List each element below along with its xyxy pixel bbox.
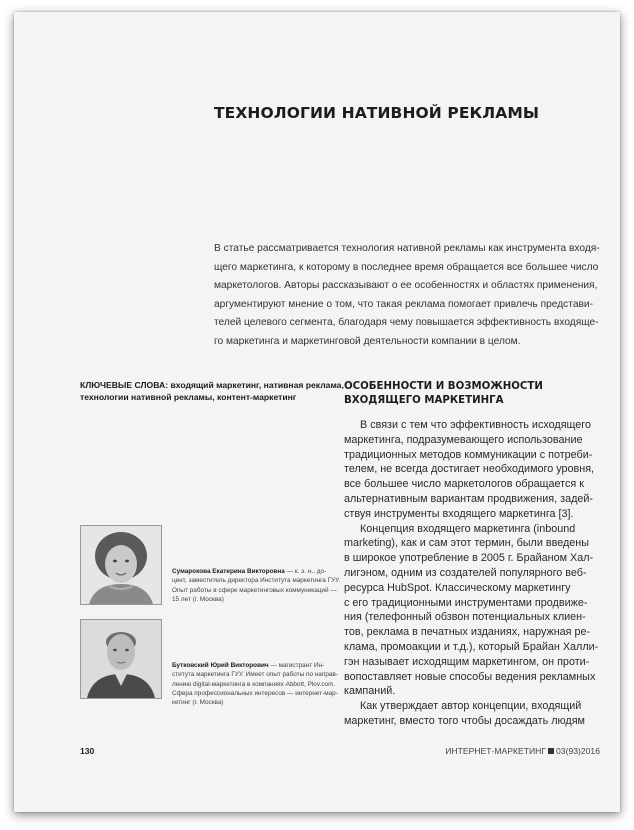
body-line: с его традиционными инструментами продвиже- bbox=[344, 596, 588, 609]
keywords-line: КЛЮЧЕВЫЕ СЛОВА: входящий маркетинг, нативная реклама, bbox=[80, 380, 344, 390]
body-line: лигэном, одним из создателей популярного веб- bbox=[344, 566, 587, 579]
keywords-line: технологии нативной рекламы, контент-маркетинг bbox=[80, 391, 297, 402]
bio-line bbox=[172, 567, 330, 576]
author-card-sumarokova bbox=[80, 525, 341, 605]
author-name: Бутковский Юрий Викторович bbox=[172, 662, 269, 669]
abstract-line: го маркетинга и маркетинговой деятельности компании в целом. bbox=[214, 335, 521, 347]
bio-line: Сфера профессиональных интересов — интернет-мар- bbox=[172, 689, 338, 697]
body-line: клама, промоакции и т.д.), который Брайан Халли- bbox=[344, 640, 599, 653]
author-bio bbox=[172, 567, 341, 604]
section-heading-line: ОСОБЕННОСТИ И ВОЗМОЖНОСТИ bbox=[344, 381, 543, 392]
abstract-line: маркетологов. Авторы рассказывают о ее особенностях и областях применения, bbox=[214, 280, 598, 291]
article-abstract bbox=[214, 240, 600, 351]
body-line: тов, реклама в печатных изданиях, наружная ре- bbox=[344, 626, 591, 639]
journal-info bbox=[445, 746, 600, 756]
body-line: маркетинг, вместо того чтобы досаждать людям bbox=[344, 714, 585, 727]
bio-line: цент, заместитель директора Института маркетинга ГУУ. bbox=[172, 577, 341, 585]
bio-line: 15 лет (г. Москва) bbox=[172, 595, 224, 603]
article-title: ТЕХНОЛОГИИ НАТИВНОЙ РЕКЛАМЫ bbox=[214, 104, 540, 122]
author-card-butkovsky bbox=[80, 619, 338, 707]
author-photo bbox=[80, 525, 162, 605]
section-heading-line: ВХОДЯЩЕГО МАРКЕТИНГА bbox=[344, 395, 504, 406]
bio-text: — магистрант Ин- bbox=[268, 662, 325, 669]
bio-line: Опыт работы в сфере маркетинговых коммуникаций — bbox=[172, 586, 337, 594]
keywords-block bbox=[80, 380, 344, 403]
body-line: все большее число маркетологов обращается к bbox=[344, 478, 584, 491]
journal-name: ИНТЕРНЕТ-МАРКЕТИНГ bbox=[445, 746, 547, 756]
author-name: Сумарокова Екатерина Викторовна bbox=[172, 568, 285, 575]
bio-line: ститута маркетинга ГУУ. Имеет опыт работы по направ- bbox=[172, 671, 338, 679]
body-line: телем, не всегда достигает необходимого уровня, bbox=[344, 463, 595, 476]
body-line: кампаний. bbox=[344, 685, 396, 698]
body-line: Как утверждает автор концепции, входящий bbox=[360, 700, 582, 713]
body-line: marketing), как и сам этот термин, были введены bbox=[344, 537, 590, 550]
abstract-line: телей целевого сегмента, благодаря чему повышается эффективность входяще- bbox=[214, 317, 599, 328]
body-line: вопоставляет новые способы ведения рекламных bbox=[344, 670, 596, 683]
body-line: традиционных методов коммуникации с потреби- bbox=[344, 448, 593, 461]
abstract-line: В статье рассматривается технология нативной рекламы как инструмента входя- bbox=[214, 243, 600, 254]
body-line: Концепция входящего маркетинга (inbound bbox=[360, 522, 576, 535]
bio-text: — к. э. н., до- bbox=[284, 568, 327, 575]
body-line: маркетинга, подразумевающего использование bbox=[344, 433, 583, 446]
body-line: гэн называет исходящим маркетингом, он проти- bbox=[344, 655, 590, 668]
abstract-line: щего маркетинга, к которому в последнее время обращается все большее число bbox=[214, 261, 599, 273]
bio-line bbox=[172, 661, 330, 670]
magazine-page bbox=[14, 12, 620, 812]
page-footer bbox=[80, 746, 600, 758]
body-line: ния (телефонный обзвон потенциальных клиен- bbox=[344, 611, 586, 624]
abstract-line: аргументируют мнение о том, что такая реклама помогает привлечь представи- bbox=[214, 298, 593, 310]
section-heading bbox=[344, 380, 604, 408]
body-line: В связи с тем что эффективность исходящего bbox=[360, 419, 592, 431]
bio-line: кетинг (г. Москва) bbox=[172, 699, 224, 707]
page-number: 130 bbox=[80, 746, 95, 756]
body-line: ресурса HubSpot. Классическому маркетингу bbox=[344, 581, 571, 594]
body-column bbox=[344, 418, 606, 729]
issue-number: 03(93)2016 bbox=[556, 746, 600, 756]
body-line: в широкое употребление в 2005 г. Брайаном Хал- bbox=[344, 552, 594, 565]
body-line: альтернативным вариантам продвижения, задей- bbox=[344, 492, 594, 505]
bio-line: лению digital-маркетинга в компаниях Abbott, Plov.com. bbox=[172, 680, 336, 688]
body-line: ствуя инструменты входящего маркетинга [3]. bbox=[344, 507, 574, 520]
author-photo bbox=[80, 619, 162, 699]
author-bio bbox=[172, 661, 338, 707]
portrait-woman-image bbox=[81, 526, 161, 604]
portrait-man-image bbox=[81, 620, 161, 698]
square-bullet-icon bbox=[548, 748, 554, 754]
